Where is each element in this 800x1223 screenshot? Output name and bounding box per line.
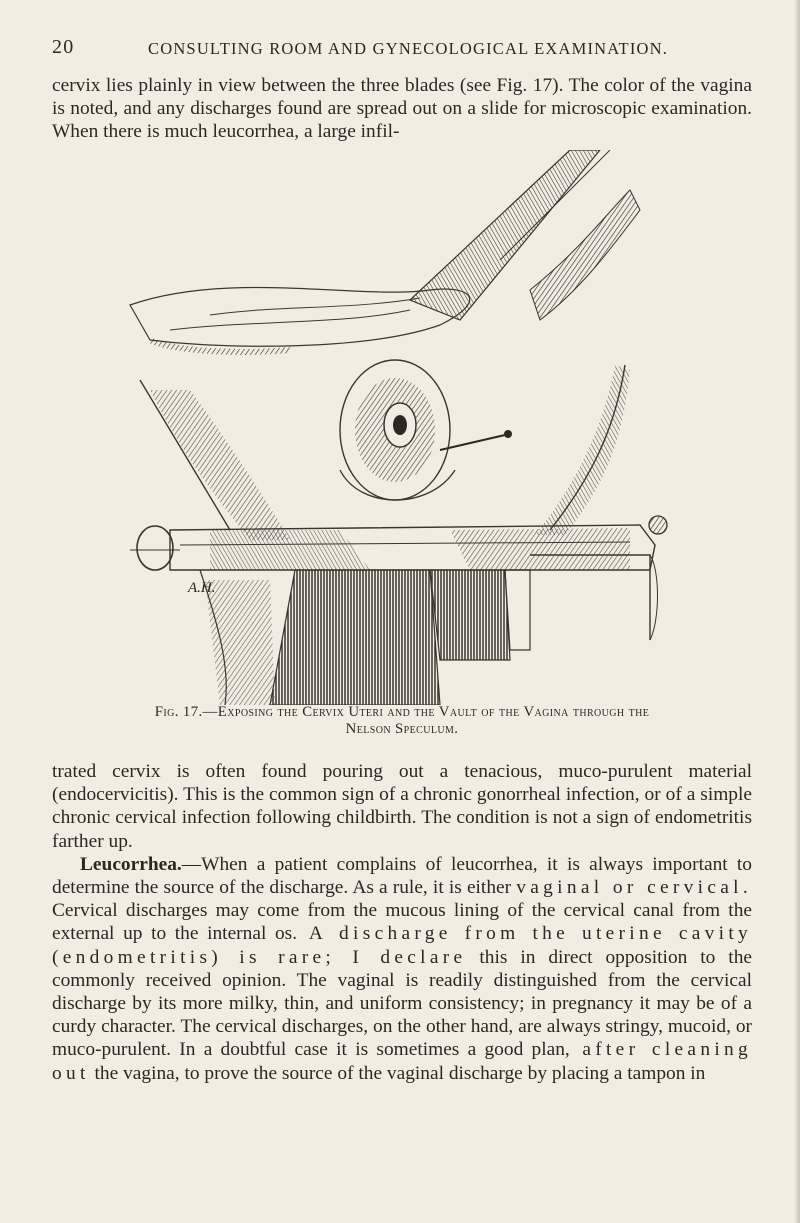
speculum-illustration [110,150,670,705]
page-edge-shadow [794,0,800,1223]
page-number: 20 [52,36,75,58]
intro-paragraph [52,74,752,144]
leucorrhea-text-3: this in direct opposition to the commonly received opinion. The vaginal is readily distinguished from the cervical discharge by its more milky, thin, and uniform consistency; in pregnancy it may be of a curdy character. The cervical discharges, on the other hand, are always stringy, mucoid, or muco-purulent. In a doubtful case it is sometimes a good plan, [52,946,752,1061]
figure-caption-line-2: Nelson Speculum. [345,721,459,737]
running-head-title: CONSULTING ROOM AND GYNECOLOGICAL EXAMINATION. [148,39,669,58]
leucorrhea-spaced-2: A discharge from the uterine cavity (endometritis) is rare; I declare [52,923,752,968]
intro-paragraph-text: cervix lies plainly in view between the three blades (see Fig. 17). The color of the vagina is noted, and any discharges found are spread out on a slide for microscopic examination. When there is much leucorrhea, a large infil- [52,75,752,143]
running-head [52,36,752,66]
leucorrhea-paragraph [52,853,752,1085]
leucorrhea-text-1: —When a patient complains of leucorrhea, it is always important to determine the source of the discharge. As a rule, it is either [52,853,752,899]
leucorrhea-text-4: the vagina, to prove the source of the vaginal discharge by placing a tampon in [89,1062,706,1084]
leucorrhea-spaced-3: after cleaning out [52,1039,752,1084]
artist-signature: A.H. [188,580,216,596]
leucorrhea-heading: Leucorrhea. [80,853,182,875]
figure-caption-line-1: Fig. 17.—Exposing the Cervix Uteri and the Vault of the Vagina through the [154,704,650,720]
leucorrhea-text-2: Cervical discharges may come from the mucous lining of the cervical canal from the external up to the internal os. [52,900,752,945]
leucorrhea-spaced-1: vaginal or cervical. [516,877,752,899]
figure-caption [52,704,752,738]
continued-paragraph: trated cervix is often found pouring out a tenacious, muco-purulent material (endocervicitis). This is the common sign of a chronic gonorrheal infection, or of a simple chronic cervical infection following childbirth. The condition is not a sign of endometritis farther up. [52,761,752,852]
main-text [52,760,752,1085]
